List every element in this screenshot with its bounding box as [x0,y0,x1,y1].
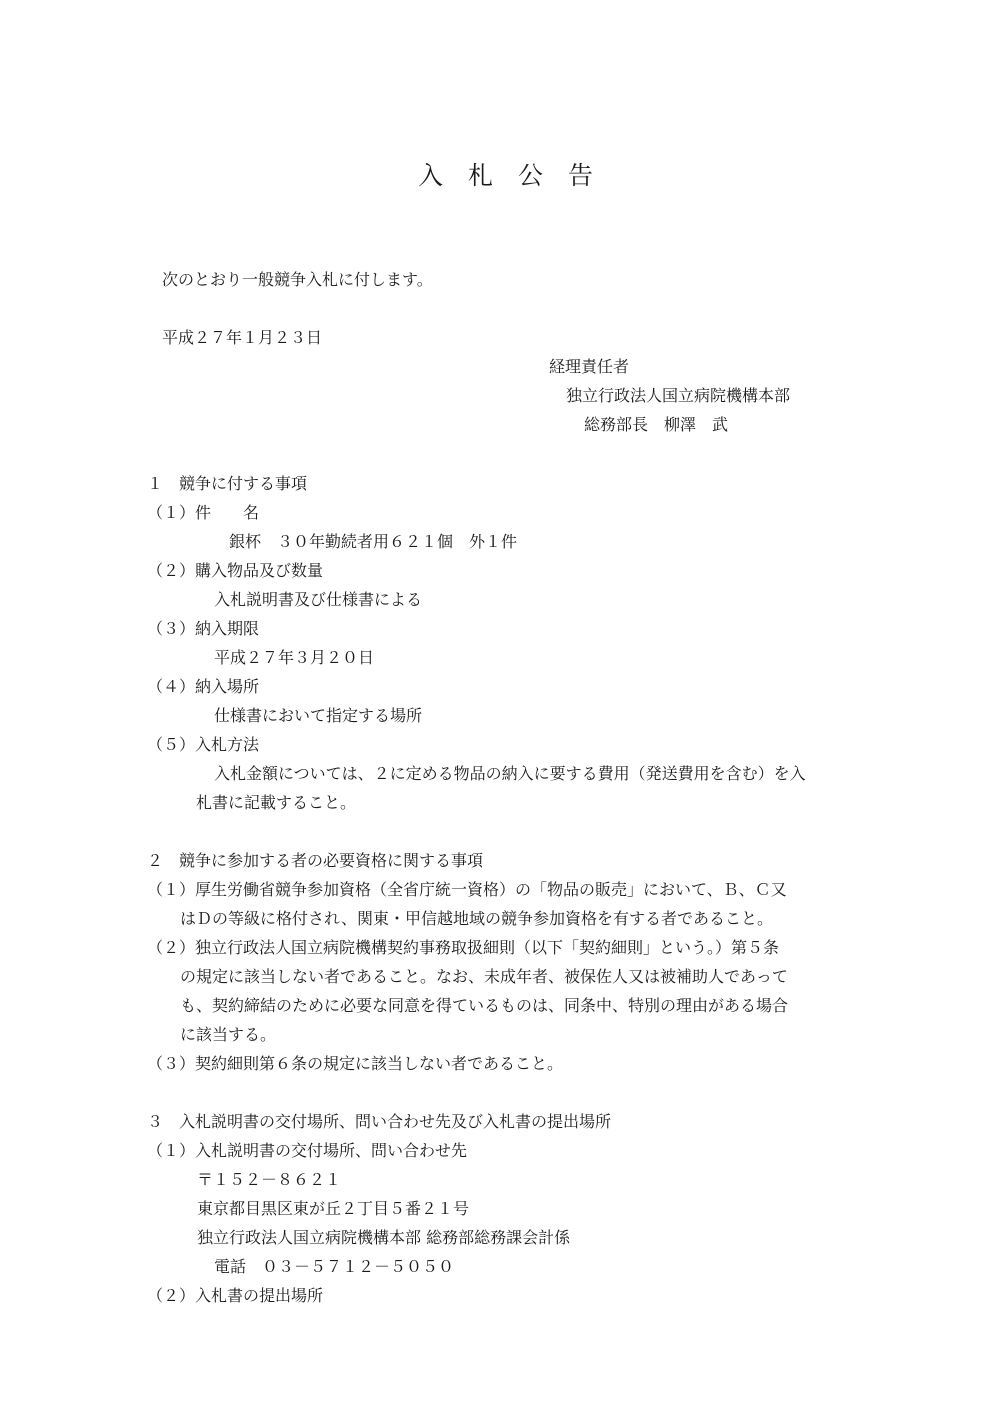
signer-role: 経理責任者 [549,357,630,376]
section-1-item-2-value: 入札説明書及び仕様書による [214,590,423,609]
section-3-heading: ３ 入札説明書の交付場所、問い合わせ先及び入札書の提出場所 [147,1112,612,1131]
section-1-item-2-label: （２）購入物品及び数量 [147,561,324,580]
signer-name: 総務部長 柳澤 武 [584,415,729,434]
section-2-item-3-line: （３）契約細則第６条の規定に該当しない者であること。 [147,1054,564,1073]
document-title: 入 札 公 告 [418,161,594,190]
notice-date: 平成２７年１月２３日 [162,328,323,347]
section-2-item-1-line: はＤの等級に格付され、関東・甲信越地域の競争参加資格を有する者であること。 [180,909,773,928]
section-3-item-1-label: （１）入札説明書の交付場所、問い合わせ先 [147,1141,468,1160]
section-2-heading: ２ 競争に参加する者の必要資格に関する事項 [147,851,484,870]
postal-code: 〒１５２－８６２１ [197,1170,342,1189]
section-1-item-5-text-line: 入札金額については、２に定める物品の納入に要する費用（発送費用を含む）を入 [214,764,806,783]
section-1-item-5-text-line: 札書に記載すること。 [196,793,357,812]
phone-number: 電話 ０３－５７１２－５０５０ [214,1257,455,1276]
section-1-item-3-label: （３）納入期限 [147,619,260,638]
section-1-item-4-value: 仕様書において指定する場所 [214,706,423,725]
section-2-item-2-line: に該当する。 [180,1025,277,1044]
section-1-item-5-label: （５）入札方法 [147,735,260,754]
section-2-item-2-line: も、契約締結のために必要な同意を得ているものは、同条中、特別の理由がある場合 [180,996,789,1015]
section-2-item-2-line: の規定に該当しない者であること。なお、未成年者、被保佐人又は被補助人であって [180,967,788,986]
section-1-heading: １ 競争に付する事項 [147,474,308,493]
address: 東京都目黒区東が丘２丁目５番２１号 [197,1199,470,1218]
section-1-item-1-value: 銀杯 ３０年勤続者用６２１個 外１件 [229,532,518,551]
section-2-item-2-line: （２）独立行政法人国立病院機構契約事務取扱細則（以下「契約細則」という。）第５条 [147,938,780,957]
signer-organization: 独立行政法人国立病院機構本部 [566,386,791,405]
office-name: 独立行政法人国立病院機構本部 総務部総務課会計係 [197,1228,571,1247]
intro-text: 次のとおり一般競争入札に付します。 [162,270,433,289]
section-1-item-4-label: （４）納入場所 [147,677,260,696]
section-2-item-1-line: （１）厚生労働省競争参加資格（全省庁統一資格）の「物品の販売」において、Ｂ、Ｃ又 [147,880,787,899]
section-1-item-1-label: （１）件 名 [147,503,260,522]
section-1-item-3-value: 平成２７年３月２０日 [214,648,375,667]
section-3-item-2-label: （２）入札書の提出場所 [147,1286,324,1305]
